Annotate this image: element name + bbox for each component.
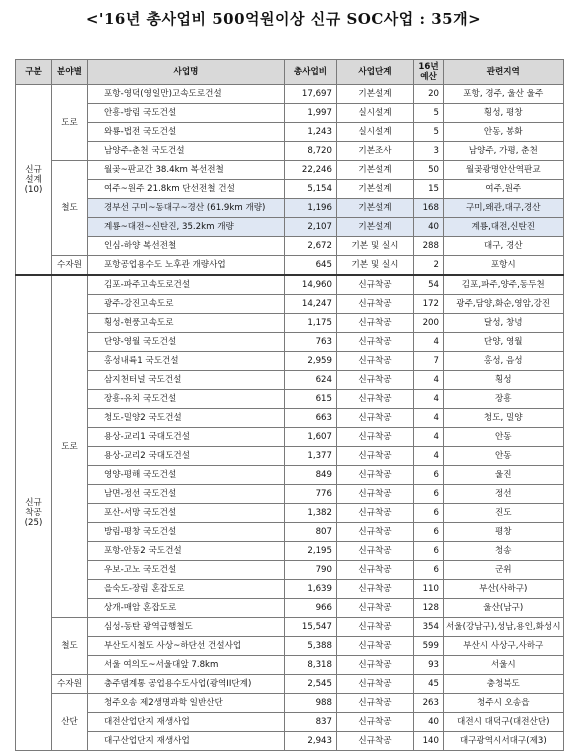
total-cost: 2,107 bbox=[285, 218, 337, 237]
group-label: 설계 bbox=[25, 174, 42, 185]
division-rail: 철도 bbox=[52, 161, 88, 256]
budget-2016: 599 bbox=[414, 637, 444, 656]
project-name: 월곶~판교간 38.4km 복선전철 bbox=[88, 161, 285, 180]
table-row bbox=[16, 428, 564, 447]
budget-2016: 93 bbox=[414, 656, 444, 675]
budget-2016: 288 bbox=[414, 237, 444, 256]
related-region: 정선 bbox=[444, 485, 564, 504]
related-region: 달성, 창녕 bbox=[444, 314, 564, 333]
project-stage: 신규착공 bbox=[337, 504, 414, 523]
total-cost: 1,639 bbox=[285, 580, 337, 599]
related-region: 서울시 bbox=[444, 656, 564, 675]
project-name: 여주~원주 21.8km 단선전철 건설 bbox=[88, 180, 285, 199]
total-cost: 837 bbox=[285, 713, 337, 732]
total-cost: 763 bbox=[285, 333, 337, 352]
total-cost: 1,243 bbox=[285, 123, 337, 142]
table-row bbox=[16, 352, 564, 371]
related-region: 안동 bbox=[444, 428, 564, 447]
related-region: 월곶광명안산역판교 bbox=[444, 161, 564, 180]
related-region: 광주,담양,화순,영암,강진 bbox=[444, 295, 564, 314]
project-stage: 신규착공 bbox=[337, 447, 414, 466]
total-cost: 22,246 bbox=[285, 161, 337, 180]
related-region: 울산(남구) bbox=[444, 599, 564, 618]
total-cost: 1,196 bbox=[285, 199, 337, 218]
budget-2016: 6 bbox=[414, 523, 444, 542]
project-stage: 기본조사 bbox=[337, 142, 414, 161]
group-label: 신규 bbox=[25, 164, 42, 175]
budget-2016: 6 bbox=[414, 542, 444, 561]
related-region: 장흥 bbox=[444, 390, 564, 409]
budget-2016: 6 bbox=[414, 504, 444, 523]
header-stage: 사업단계 bbox=[337, 60, 414, 85]
project-name: 포산-서망 국도건설 bbox=[88, 504, 285, 523]
project-name: 영양-평해 국도건설 bbox=[88, 466, 285, 485]
related-region: 횡성, 평창 bbox=[444, 104, 564, 123]
related-region: 청주시 오송읍 bbox=[444, 694, 564, 713]
total-cost: 8,720 bbox=[285, 142, 337, 161]
table-row bbox=[16, 656, 564, 675]
project-name: 심성-동탄 광역급행철도 bbox=[88, 618, 285, 637]
budget-2016: 15 bbox=[414, 180, 444, 199]
header-budget: 16년 예산 bbox=[414, 60, 444, 85]
table-row bbox=[16, 561, 564, 580]
budget-2016: 4 bbox=[414, 447, 444, 466]
table-row bbox=[16, 314, 564, 333]
project-name: 포항공업용수도 노후관 개량사업 bbox=[88, 256, 285, 276]
total-cost: 14,960 bbox=[285, 275, 337, 295]
group-label: 신규 bbox=[25, 498, 42, 508]
budget-2016: 6 bbox=[414, 466, 444, 485]
budget-2016: 7 bbox=[414, 352, 444, 371]
project-name: 부산도시철도 사상~하단선 건설사업 bbox=[88, 637, 285, 656]
project-stage: 신규착공 bbox=[337, 409, 414, 428]
related-region: 포항시 bbox=[444, 256, 564, 276]
related-region: 남양주, 가평, 춘천 bbox=[444, 142, 564, 161]
budget-2016: 354 bbox=[414, 618, 444, 637]
group-count: (25) bbox=[24, 518, 43, 528]
budget-2016: 110 bbox=[414, 580, 444, 599]
related-region: 대구, 경산 bbox=[444, 237, 564, 256]
table-row bbox=[16, 256, 564, 276]
budget-2016: 45 bbox=[414, 675, 444, 694]
table-row bbox=[16, 409, 564, 428]
related-region: 포항, 경주, 울산 울주 bbox=[444, 85, 564, 104]
budget-2016: 4 bbox=[414, 371, 444, 390]
project-name: 인심-하양 복선전철 bbox=[88, 237, 285, 256]
project-stage: 신규착공 bbox=[337, 352, 414, 371]
related-region: 진도 bbox=[444, 504, 564, 523]
header-row bbox=[16, 60, 564, 85]
table-row bbox=[16, 390, 564, 409]
project-stage: 신규착공 bbox=[337, 275, 414, 295]
total-cost: 5,154 bbox=[285, 180, 337, 199]
budget-2016: 3 bbox=[414, 142, 444, 161]
related-region: 대구광역시서대구(제3) bbox=[444, 732, 564, 751]
table-row bbox=[16, 732, 564, 751]
budget-2016: 4 bbox=[414, 428, 444, 447]
project-stage: 신규착공 bbox=[337, 732, 414, 751]
table-row bbox=[16, 333, 564, 352]
related-region: 청송 bbox=[444, 542, 564, 561]
project-stage: 신규착공 bbox=[337, 523, 414, 542]
total-cost: 807 bbox=[285, 523, 337, 542]
project-name: 안흥-방림 국도건설 bbox=[88, 104, 285, 123]
total-cost: 624 bbox=[285, 371, 337, 390]
table-row bbox=[16, 85, 564, 104]
project-stage: 신규착공 bbox=[337, 466, 414, 485]
budget-2016: 40 bbox=[414, 713, 444, 732]
table-row bbox=[16, 180, 564, 199]
project-name: 용상-교리1 국대도건설 bbox=[88, 428, 285, 447]
total-cost: 1,377 bbox=[285, 447, 337, 466]
group-label: 착공 bbox=[25, 508, 42, 518]
project-stage: 실시설계 bbox=[337, 123, 414, 142]
budget-2016: 200 bbox=[414, 314, 444, 333]
total-cost: 2,672 bbox=[285, 237, 337, 256]
budget-2016: 2 bbox=[414, 256, 444, 276]
related-region: 홍성, 음성 bbox=[444, 352, 564, 371]
total-cost: 1,382 bbox=[285, 504, 337, 523]
budget-2016: 50 bbox=[414, 161, 444, 180]
project-name: 삼지천터널 국도건설 bbox=[88, 371, 285, 390]
table-row bbox=[16, 104, 564, 123]
division-rail: 철도 bbox=[52, 618, 88, 675]
project-stage: 실시설계 bbox=[337, 104, 414, 123]
project-stage: 기본설계 bbox=[337, 199, 414, 218]
related-region: 안동, 봉화 bbox=[444, 123, 564, 142]
project-name: 대전산업단지 재생사업 bbox=[88, 713, 285, 732]
table-row bbox=[16, 123, 564, 142]
project-name: 단양-영월 국도건설 bbox=[88, 333, 285, 352]
division-water: 수자원 bbox=[52, 675, 88, 694]
budget-2016: 20 bbox=[414, 85, 444, 104]
total-cost: 988 bbox=[285, 694, 337, 713]
table-row bbox=[16, 466, 564, 485]
total-cost: 2,545 bbox=[285, 675, 337, 694]
related-region: 계룡,대전,신탄진 bbox=[444, 218, 564, 237]
project-stage: 신규착공 bbox=[337, 618, 414, 637]
related-region: 충청북도 bbox=[444, 675, 564, 694]
budget-2016: 40 bbox=[414, 218, 444, 237]
total-cost: 14,247 bbox=[285, 295, 337, 314]
table-row bbox=[16, 542, 564, 561]
related-region: 대전시 대덕구(대전산단) bbox=[444, 713, 564, 732]
total-cost: 1,997 bbox=[285, 104, 337, 123]
table-row bbox=[16, 485, 564, 504]
table-row bbox=[16, 580, 564, 599]
table-row bbox=[16, 504, 564, 523]
related-region: 김포,파주,양주,동두천 bbox=[444, 275, 564, 295]
table-row bbox=[16, 237, 564, 256]
project-name: 포항-안동2 국도건설 bbox=[88, 542, 285, 561]
related-region: 청도, 밀양 bbox=[444, 409, 564, 428]
project-name: 청도-밀양2 국도건설 bbox=[88, 409, 285, 428]
project-name: 충주댐계통 공업용수도사업(광역II단계) bbox=[88, 675, 285, 694]
related-region: 서울(강남구),성남,용인,화성시 bbox=[444, 618, 564, 637]
project-stage: 기본 및 실시 bbox=[337, 237, 414, 256]
budget-2016: 6 bbox=[414, 561, 444, 580]
project-stage: 기본설계 bbox=[337, 85, 414, 104]
project-stage: 신규착공 bbox=[337, 713, 414, 732]
project-name: 서울 여의도~서울대앞 7.8km bbox=[88, 656, 285, 675]
project-name: 포항-영덕(영일만)고속도로건설 bbox=[88, 85, 285, 104]
table-row bbox=[16, 447, 564, 466]
project-stage: 신규착공 bbox=[337, 637, 414, 656]
soc-project-table bbox=[15, 59, 564, 751]
project-name: 대구산업단지 재생사업 bbox=[88, 732, 285, 751]
total-cost: 1,607 bbox=[285, 428, 337, 447]
project-stage: 기본설계 bbox=[337, 218, 414, 237]
project-stage: 신규착공 bbox=[337, 295, 414, 314]
related-region: 울진 bbox=[444, 466, 564, 485]
table-row bbox=[16, 218, 564, 237]
project-name: 김포-파주고속도로건설 bbox=[88, 275, 285, 295]
total-cost: 790 bbox=[285, 561, 337, 580]
total-cost: 5,388 bbox=[285, 637, 337, 656]
budget-2016: 5 bbox=[414, 104, 444, 123]
related-region: 횡성 bbox=[444, 371, 564, 390]
page-title: <'16년 총사업비 500억원이상 신규 SOC사업 : 35개> bbox=[85, 10, 482, 28]
table-row bbox=[16, 618, 564, 637]
header-field: 분야별 bbox=[52, 60, 88, 85]
project-name: 홍성내륙1 국도건설 bbox=[88, 352, 285, 371]
total-cost: 966 bbox=[285, 599, 337, 618]
project-name: 용상-교리2 국대도건설 bbox=[88, 447, 285, 466]
budget-2016: 263 bbox=[414, 694, 444, 713]
project-name: 경부선 구미~동대구~경산 (61.9km 개량) bbox=[88, 199, 285, 218]
header-region: 관련지역 bbox=[444, 60, 564, 85]
table-row bbox=[16, 161, 564, 180]
total-cost: 849 bbox=[285, 466, 337, 485]
project-stage: 신규착공 bbox=[337, 561, 414, 580]
project-stage: 신규착공 bbox=[337, 694, 414, 713]
project-stage: 신규착공 bbox=[337, 656, 414, 675]
total-cost: 17,697 bbox=[285, 85, 337, 104]
table-row bbox=[16, 142, 564, 161]
group-new-design bbox=[16, 85, 52, 276]
related-region: 부산시 사상구,사하구 bbox=[444, 637, 564, 656]
project-stage: 신규착공 bbox=[337, 485, 414, 504]
total-cost: 776 bbox=[285, 485, 337, 504]
project-stage: 기본설계 bbox=[337, 180, 414, 199]
table-row bbox=[16, 675, 564, 694]
project-name: 청주오송 제2생명과학 일반산단 bbox=[88, 694, 285, 713]
total-cost: 1,175 bbox=[285, 314, 337, 333]
group-new-construction bbox=[16, 275, 52, 751]
related-region: 안동 bbox=[444, 447, 564, 466]
table-row bbox=[16, 199, 564, 218]
table-row bbox=[16, 275, 564, 295]
total-cost: 2,195 bbox=[285, 542, 337, 561]
project-name: 와룡-법전 국도건설 bbox=[88, 123, 285, 142]
project-name: 횡성-현풍고속도로 bbox=[88, 314, 285, 333]
project-stage: 신규착공 bbox=[337, 675, 414, 694]
total-cost: 2,943 bbox=[285, 732, 337, 751]
header-project-name: 사업명 bbox=[88, 60, 285, 85]
project-stage: 신규착공 bbox=[337, 542, 414, 561]
total-cost: 615 bbox=[285, 390, 337, 409]
project-stage: 신규착공 bbox=[337, 428, 414, 447]
budget-2016: 172 bbox=[414, 295, 444, 314]
related-region: 단양, 영월 bbox=[444, 333, 564, 352]
project-name: 방림-평창 국도건설 bbox=[88, 523, 285, 542]
related-region: 평창 bbox=[444, 523, 564, 542]
project-stage: 신규착공 bbox=[337, 314, 414, 333]
related-region: 여주,원주 bbox=[444, 180, 564, 199]
related-region: 부산(사하구) bbox=[444, 580, 564, 599]
project-name: 을숙도-장림 혼잡도로 bbox=[88, 580, 285, 599]
project-name: 광주-강진고속도로 bbox=[88, 295, 285, 314]
project-name: 우보-고노 국도건설 bbox=[88, 561, 285, 580]
project-stage: 신규착공 bbox=[337, 580, 414, 599]
division-road: 도로 bbox=[52, 275, 88, 618]
table-row bbox=[16, 371, 564, 390]
project-stage: 신규착공 bbox=[337, 371, 414, 390]
project-name: 장흥-유치 국도건설 bbox=[88, 390, 285, 409]
total-cost: 2,959 bbox=[285, 352, 337, 371]
header-total-cost: 총사업비 bbox=[285, 60, 337, 85]
budget-2016: 4 bbox=[414, 409, 444, 428]
project-stage: 기본 및 실시 bbox=[337, 256, 414, 276]
budget-2016: 4 bbox=[414, 390, 444, 409]
budget-2016: 54 bbox=[414, 275, 444, 295]
project-name: 남면-정선 국도건설 bbox=[88, 485, 285, 504]
total-cost: 663 bbox=[285, 409, 337, 428]
budget-2016: 4 bbox=[414, 333, 444, 352]
project-stage: 기본설계 bbox=[337, 161, 414, 180]
project-name: 남양주-춘천 국도건설 bbox=[88, 142, 285, 161]
table-row bbox=[16, 713, 564, 732]
total-cost: 645 bbox=[285, 256, 337, 276]
project-stage: 신규착공 bbox=[337, 599, 414, 618]
division-industrial-complex: 산단 bbox=[52, 694, 88, 751]
table-row bbox=[16, 694, 564, 713]
table-row bbox=[16, 523, 564, 542]
budget-2016: 128 bbox=[414, 599, 444, 618]
project-stage: 신규착공 bbox=[337, 333, 414, 352]
project-name: 계룡~대전~신탄진, 35.2km 개량 bbox=[88, 218, 285, 237]
budget-2016: 6 bbox=[414, 485, 444, 504]
division-road: 도로 bbox=[52, 85, 88, 161]
project-name: 상개-매암 혼잡도로 bbox=[88, 599, 285, 618]
total-cost: 15,547 bbox=[285, 618, 337, 637]
table-row bbox=[16, 637, 564, 656]
related-region: 구미,왜관,대구,경산 bbox=[444, 199, 564, 218]
budget-2016: 5 bbox=[414, 123, 444, 142]
table-row bbox=[16, 599, 564, 618]
division-water: 수자원 bbox=[52, 256, 88, 276]
header-category: 구분 bbox=[16, 60, 52, 85]
table-row bbox=[16, 295, 564, 314]
budget-2016: 168 bbox=[414, 199, 444, 218]
project-stage: 신규착공 bbox=[337, 390, 414, 409]
budget-2016: 140 bbox=[414, 732, 444, 751]
related-region: 군위 bbox=[444, 561, 564, 580]
total-cost: 8,318 bbox=[285, 656, 337, 675]
group-count: (10) bbox=[24, 184, 43, 195]
